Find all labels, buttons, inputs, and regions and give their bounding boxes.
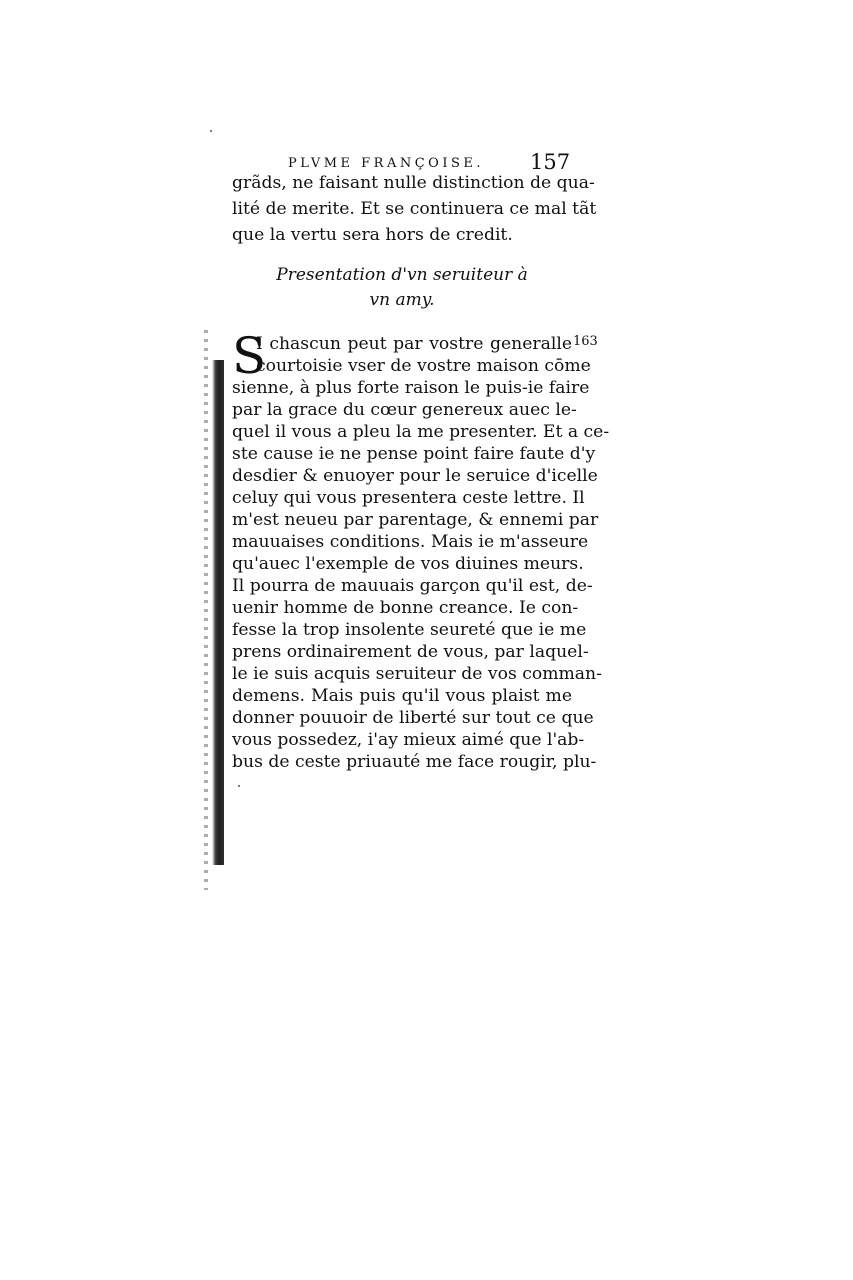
letter-line: I chascun peut par vostre generalle	[256, 334, 572, 354]
scan-speck	[210, 130, 212, 132]
letter-line: m'est neueu par parentage, & ennemi par	[232, 510, 599, 530]
letter-line: par la grace du cœur genereux auec le-	[232, 400, 577, 420]
section-heading-line1: Presentation d'vn seruiteur à	[276, 265, 528, 285]
letter-line: fesse la trop insolente seureté que ie me	[232, 620, 587, 640]
letter-line: uenir homme de bonne creance. Ie con-	[232, 598, 579, 618]
letter-line: le ie suis acquis seruiteur de vos comman-	[232, 664, 602, 684]
letter-line: sienne, à plus forte raison le puis-ie faire	[232, 378, 590, 398]
letter-line: mauuaises conditions. Mais ie m'asseure	[232, 532, 589, 552]
letter-line: donner pouuoir de liberté sur tout ce que	[232, 708, 594, 728]
continuation-line: lité de merite. Et se continuera ce mal tãt	[232, 199, 597, 219]
letter-line: qu'auec l'exemple de vos diuines meurs.	[232, 554, 584, 574]
scan-shadow-edge	[212, 360, 224, 865]
page-number: 157	[530, 150, 571, 174]
running-head	[288, 150, 578, 174]
scan-speck	[238, 785, 240, 787]
continuation-line: grãds, ne faisant nulle distinction de qua-	[232, 173, 595, 193]
margin-letter-number: 163	[573, 334, 598, 349]
letter-line: Il pourra de mauuais garçon qu'il est, de-	[232, 576, 593, 596]
letter-line: vous possedez, i'ay mieux aimé que l'ab-	[232, 730, 585, 750]
letter-line: celuy qui vous presentera ceste lettre. Il	[232, 488, 585, 508]
letter-line: demens. Mais puis qu'il vous plaist me	[232, 686, 572, 706]
letter-line: prens ordinairement de vous, par laquel-	[232, 642, 589, 662]
continuation-line: que la vertu sera hors de credit.	[232, 225, 513, 245]
letter-line: ste cause ie ne pense point faire faute d'y	[232, 444, 596, 464]
letter-line: desdier & enuoyer pour le seruice d'icelle	[232, 466, 598, 486]
drop-cap: S	[232, 327, 267, 385]
running-head-title: PLVME FRANÇOISE.	[288, 156, 484, 171]
letter-line: courtoisie vser de vostre maison cōme	[256, 356, 591, 376]
letter-line: bus de ceste priuauté me face rougir, plu-	[232, 752, 597, 772]
section-heading-line2: vn amy.	[369, 290, 435, 310]
letter-line: quel il vous a pleu la me presenter. Et a ce-	[232, 422, 610, 442]
